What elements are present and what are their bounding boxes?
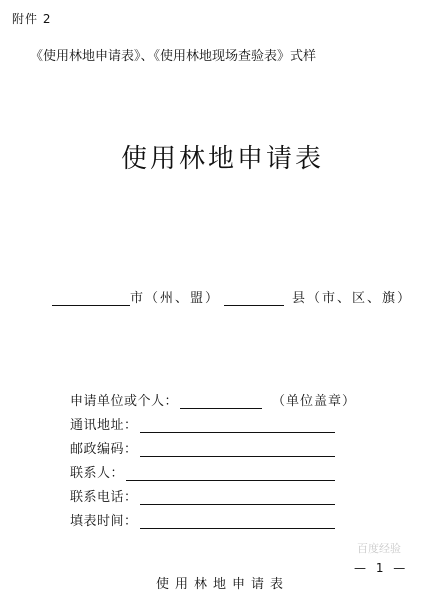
page-number: — 1 — <box>354 561 409 575</box>
field-row-applicant <box>70 385 356 409</box>
phone-input-line[interactable] <box>140 490 335 505</box>
field-row-postcode <box>70 433 356 457</box>
field-row-contact <box>70 457 356 481</box>
contact-input-line[interactable] <box>126 466 335 481</box>
address-label: 通讯地址： <box>70 418 138 433</box>
applicant-label: 申请单位或个人： <box>70 394 179 409</box>
city-blank-field[interactable] <box>52 291 130 306</box>
applicant-fields <box>70 385 356 529</box>
region-line <box>52 287 412 306</box>
footer-title: 使用林地申请表 <box>155 577 289 592</box>
address-input-line[interactable] <box>140 418 335 433</box>
field-row-fill-date <box>70 505 356 529</box>
fill-date-label: 填表时间： <box>70 514 138 529</box>
postcode-input-line[interactable] <box>140 442 335 457</box>
document-subtitle: 《使用林地申请表》、《使用林地现场查验表》式样 <box>30 49 317 64</box>
form-title: 使用林地申请表 <box>120 144 324 174</box>
attachment-label: 附件 2 <box>12 12 52 26</box>
city-label: 市（州、盟） <box>130 291 221 306</box>
phone-label: 联系电话： <box>70 490 138 505</box>
county-label: 县（市、区、旗） <box>292 291 413 306</box>
county-blank-field[interactable] <box>224 291 284 306</box>
watermark: 百度经验 <box>357 542 401 555</box>
field-row-address <box>70 409 356 433</box>
contact-label: 联系人： <box>70 466 125 481</box>
postcode-label: 邮政编码： <box>70 442 138 457</box>
seal-note: （单位盖章） <box>272 394 357 409</box>
field-row-phone <box>70 481 356 505</box>
applicant-input-line[interactable] <box>180 394 262 409</box>
fill-date-input-line[interactable] <box>140 514 335 529</box>
